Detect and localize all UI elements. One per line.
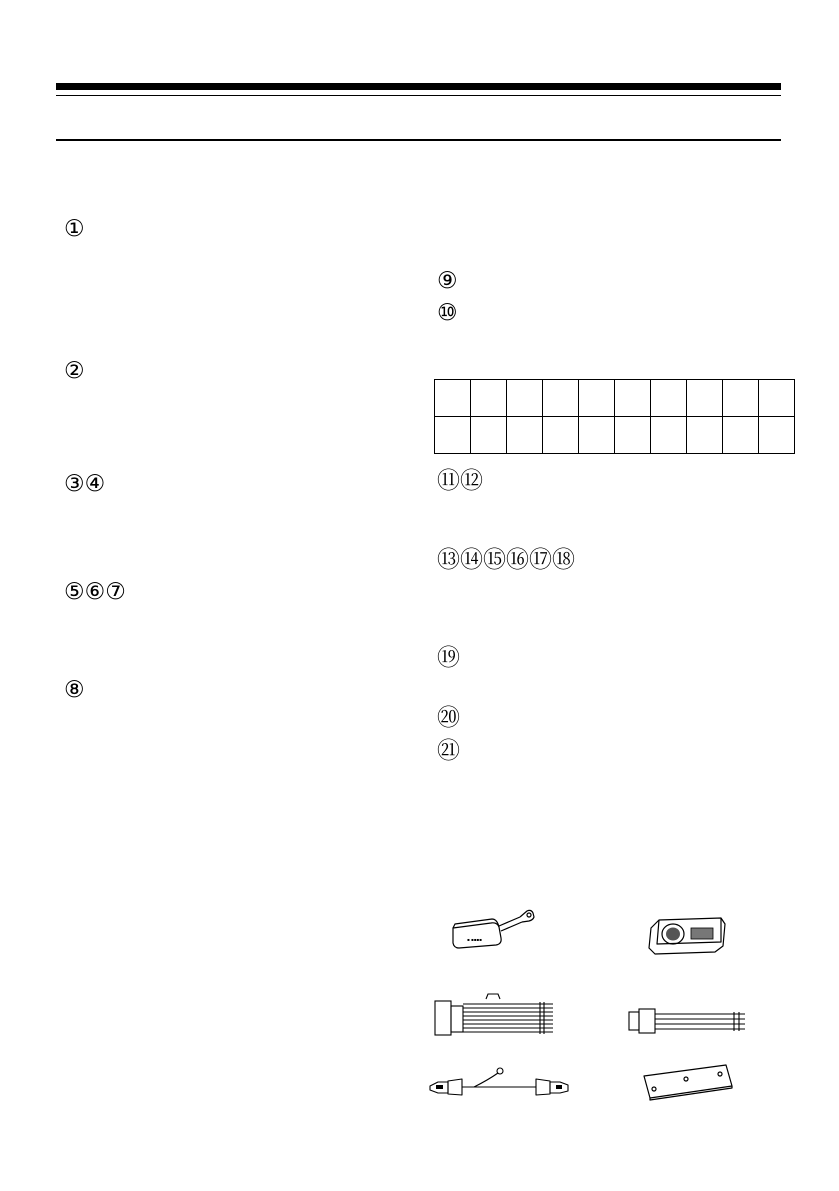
usb-cable-drawing	[428, 1066, 574, 1102]
remote-control-knob-drawing	[645, 912, 730, 960]
power-cable-drawing	[626, 1006, 748, 1036]
item-marker-10: ⑩	[437, 300, 458, 326]
item-marker-19: ⑲	[437, 645, 460, 671]
item-marker-13-18: ⑬⑭⑮⑯⑰⑱	[437, 547, 575, 573]
item-marker-2: ②	[64, 358, 85, 384]
table-cell	[651, 417, 687, 454]
table-cell	[759, 417, 795, 454]
table-cell	[507, 380, 543, 417]
table-cell	[723, 380, 759, 417]
table-cell	[507, 417, 543, 454]
table-cell	[615, 380, 651, 417]
item-marker-1: ①	[64, 216, 85, 242]
item-marker-3-4: ③④	[64, 471, 106, 497]
table-cell	[543, 417, 579, 454]
table-cell	[435, 380, 471, 417]
table-cell	[687, 380, 723, 417]
item-marker-21: ㉑	[437, 738, 460, 764]
svg-text:▪ ▪▪▪▪: ▪ ▪▪▪▪	[467, 937, 482, 942]
table-cell	[435, 417, 471, 454]
table-cell	[579, 417, 615, 454]
table-cell	[759, 380, 795, 417]
table-cell	[471, 380, 507, 417]
header-rule-thin	[56, 95, 781, 96]
mounting-plate-drawing	[640, 1062, 736, 1102]
table-cell	[615, 417, 651, 454]
item-marker-20: ⑳	[437, 705, 460, 731]
item-marker-9: ⑨	[437, 268, 458, 294]
table-row	[435, 380, 795, 417]
table-cell	[651, 380, 687, 417]
item-marker-8: ⑧	[64, 677, 85, 703]
header-rule-thick	[56, 83, 781, 90]
table-cell	[687, 417, 723, 454]
item-marker-11-12: ⑪⑫	[437, 468, 483, 494]
table-cell	[471, 417, 507, 454]
spec-table	[434, 379, 795, 454]
bluetooth-module-drawing	[445, 900, 560, 955]
table-cell	[579, 380, 615, 417]
wiring-harness-drawing	[432, 992, 558, 1042]
table-cell	[543, 380, 579, 417]
table-row	[435, 417, 795, 454]
table-cell	[723, 417, 759, 454]
item-marker-5-6-7: ⑤⑥⑦	[64, 579, 126, 605]
section-divider	[56, 139, 781, 141]
